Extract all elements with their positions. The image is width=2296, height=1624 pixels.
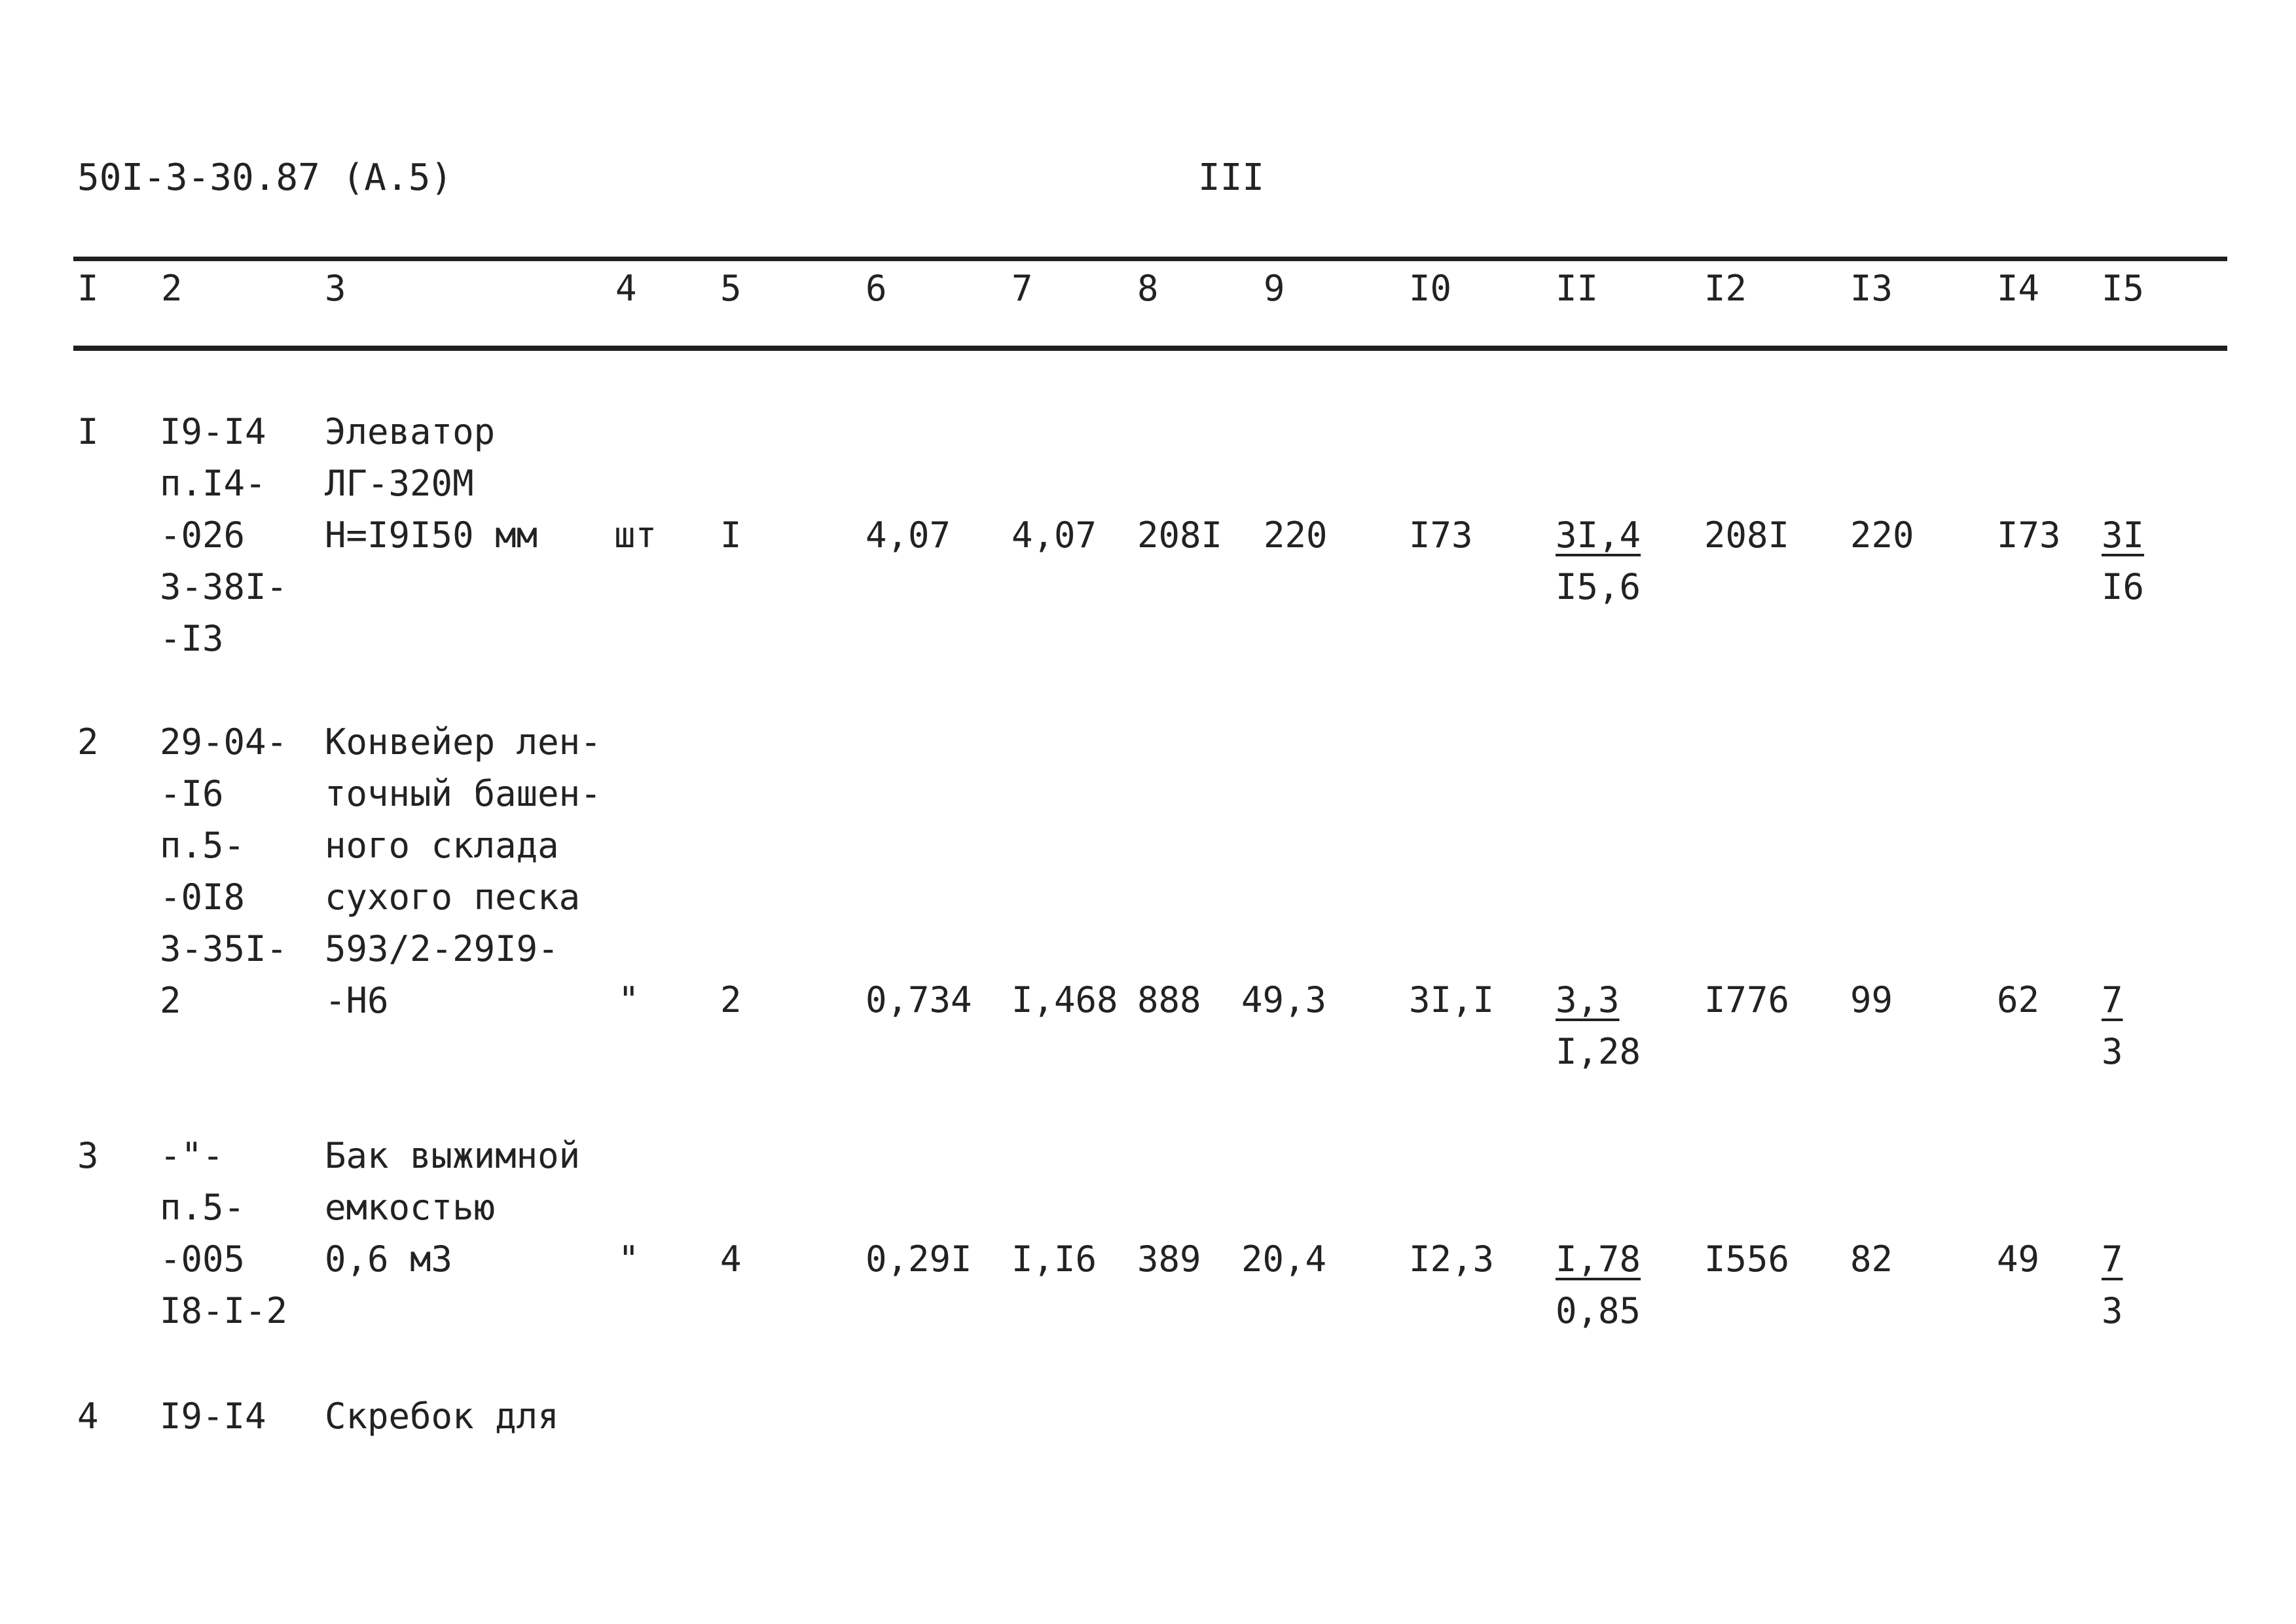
column-header: I3 [1850,268,1893,309]
fraction-denominator: 0,85 [1556,1290,1641,1331]
equipment-name: Скребок для [325,1396,559,1437]
fraction-col11 [1556,1233,1641,1337]
column-header: 7 [1011,268,1033,309]
cell-col6: 0,29I [866,1238,972,1280]
fraction-col15 [2102,974,2123,1077]
column-header: 5 [720,268,742,309]
fraction-numerator: 7 [2102,979,2123,1020]
price-code: 29-04- -I6 п.5- -0I8 3-35I- 2 [160,721,288,1021]
cell-col10: I2,3 [1409,1238,1495,1280]
row-number: 3 [77,1135,99,1176]
table-header-bottom-rule [73,346,2227,351]
fraction-denominator: I6 [2102,566,2145,607]
table-top-rule [73,257,2227,261]
fraction-col15 [2102,509,2144,613]
fraction-col15 [2102,1233,2123,1337]
cell-col14: 62 [1997,979,2040,1020]
cell-col12: I556 [1704,1238,1790,1280]
column-header: 4 [615,268,637,309]
cell-col8: 389 [1137,1238,1201,1280]
column-header: 8 [1137,268,1159,309]
cell-col12: 208I [1704,514,1790,556]
cell-col12: I776 [1704,979,1790,1020]
equipment-name: Бак выжимной емкостью 0,6 м3 [325,1135,581,1280]
quantity: I [720,514,742,556]
cell-col13: 220 [1850,514,1914,556]
fraction-denominator: 3 [2102,1031,2123,1072]
row-number: 2 [77,721,99,763]
quantity: 4 [720,1238,742,1280]
cell-col8: 208I [1137,514,1223,556]
row-number: I [77,411,99,452]
cell-col14: 49 [1997,1238,2040,1280]
unit: " [618,1238,640,1280]
cell-col13: 99 [1850,979,1893,1020]
page-number: III [1198,156,1265,199]
row-number: 4 [77,1396,99,1437]
quantity: 2 [720,979,742,1020]
cell-col10: 3I,I [1409,979,1495,1020]
cell-col9: 49,3 [1241,979,1327,1020]
fraction-numerator: 7 [2102,1238,2123,1280]
cell-col9: 20,4 [1241,1238,1327,1280]
column-header: II [1556,268,1599,309]
fraction-col11 [1556,509,1641,613]
column-header: I4 [1997,268,2040,309]
cell-col7: I,468 [1011,979,1118,1020]
cell-col14: I73 [1997,514,2061,556]
cell-col9: 220 [1264,514,1328,556]
price-code: I9-I4 п.I4- -026 3-38I- -I3 [160,411,288,659]
fraction-col11 [1556,974,1641,1077]
cell-col6: 0,734 [866,979,972,1020]
fraction-denominator: 3 [2102,1290,2123,1331]
unit: шт [614,514,657,556]
column-header: I5 [2102,268,2145,309]
column-header: 6 [866,268,887,309]
fraction-numerator: 3,3 [1556,979,1620,1020]
fraction-denominator: I5,6 [1556,566,1641,607]
fraction-numerator: 3I,4 [1556,514,1641,556]
fraction-numerator: 3I [2102,514,2145,556]
cell-col8: 888 [1137,979,1201,1020]
column-header: 9 [1264,268,1285,309]
price-code: -"- п.5- -005 I8-I-2 [160,1135,288,1331]
cell-col6: 4,07 [866,514,951,556]
cell-col7: I,I6 [1011,1238,1097,1280]
column-header: I0 [1409,268,1452,309]
unit: " [618,979,640,1020]
column-header: I2 [1704,268,1747,309]
column-header: 2 [161,268,183,309]
price-code: I9-I4 [160,1396,266,1437]
fraction-numerator: I,78 [1556,1238,1641,1280]
column-header: I [77,268,99,309]
equipment-name: Конвейер лен- точный башен- ного склада сухого песка 593/2-29I9- -Н6 [325,721,602,1021]
cell-col10: I73 [1409,514,1473,556]
cell-col13: 82 [1850,1238,1893,1280]
fraction-denominator: I,28 [1556,1031,1641,1072]
document-code: 50I-3-30.87 (А.5) [77,156,453,199]
column-header: 3 [325,268,346,309]
equipment-name: Элеватор ЛГ-320М Н=I9I50 мм [325,411,538,556]
cell-col7: 4,07 [1011,514,1097,556]
